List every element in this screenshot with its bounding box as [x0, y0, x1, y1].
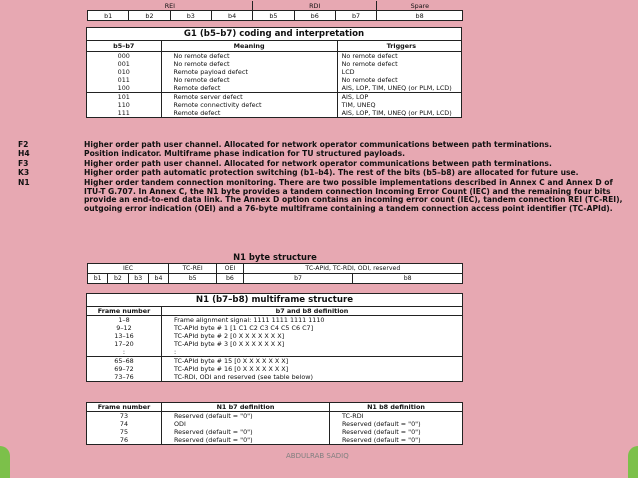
n1-b7-b8-definition-table — [86, 402, 463, 445]
meaning-cell: No remote defect — [161, 76, 337, 84]
bit-cell: b1 — [88, 274, 108, 284]
code-cell: 001 — [87, 60, 162, 68]
definition-key: K3 — [18, 168, 30, 178]
g1-table-title: G1 (b5–b7) coding and interpretation — [87, 28, 462, 41]
definition-cell: Frame alignment signal: 1111 1111 1111 1110 — [174, 316, 325, 324]
group-oei: OEI — [217, 264, 244, 274]
table-row — [87, 76, 462, 84]
watermark: ABDULRAB SADIQ — [286, 452, 349, 460]
definition-key: F2 — [18, 140, 29, 149]
frame-cell: 73 — [87, 412, 162, 421]
bit-cell: b7 — [243, 274, 353, 284]
corner-accent-right — [628, 446, 638, 478]
trigger-cell: TIM, UNEQ — [341, 101, 376, 109]
meaning-cell: Remote server defect — [161, 93, 337, 102]
trigger-cell: AIS, LOP, TIM, UNEQ (or PLM, LCD) — [341, 84, 452, 92]
b8-cell: Reserved (default = "0") — [342, 436, 421, 444]
b8-cell: Reserved (default = "0") — [342, 420, 421, 428]
frame-cell: 73–76 — [87, 373, 162, 382]
n1-multiframe-title: N1 (b7–b8) multiframe structure — [87, 294, 463, 307]
definition-cell: TC-APId byte # 1 [1 C1 C2 C3 C4 C5 C6 C7] — [174, 324, 314, 332]
bit-cell: b3 — [170, 11, 211, 21]
code-cell: 100 — [87, 84, 162, 93]
header-cell: N1 b8 definition — [330, 403, 463, 412]
n1-structure-title: N1 byte structure — [233, 252, 317, 262]
corner-accent-left — [0, 446, 10, 478]
definition-cell: TC-RDI, ODI and reserved (see table below) — [174, 373, 313, 381]
table-row — [87, 436, 463, 445]
bit-cell: b8 — [353, 274, 463, 284]
header-cell: Frame number — [87, 403, 162, 412]
bit-cell: b2 — [129, 11, 170, 21]
table-row — [87, 60, 462, 68]
g1-bit-header — [87, 1, 463, 21]
b8-cell: Reserved (default = "0") — [342, 428, 421, 436]
meaning-cell: Remote defect — [161, 109, 337, 118]
header-cell: Triggers — [337, 41, 461, 52]
code-cell: 000 — [87, 52, 162, 61]
header-cell: Frame number — [87, 307, 162, 316]
definition-cell: TC-APId byte # 15 [0 X X X X X X X] — [162, 357, 463, 366]
definition-cell: : — [174, 348, 177, 356]
bit-cell: b1 — [88, 11, 129, 21]
n1-bit-header — [87, 263, 463, 284]
bit-cell: b8 — [377, 11, 463, 21]
definition-cell: TC-APId byte # 16 [0 X X X X X X X] — [174, 365, 289, 373]
bit-cell: b5 — [253, 11, 294, 21]
table-row — [87, 357, 463, 366]
table-row — [87, 420, 463, 428]
table-row — [87, 324, 463, 332]
definition-key: N1 — [18, 177, 30, 187]
meaning-cell: No remote defect — [161, 52, 337, 61]
table-row — [87, 84, 462, 93]
frame-cell: 13–16 — [87, 332, 162, 340]
definition-text: Position indicator. Multiframe phase indication for TU structured payloads. — [84, 149, 406, 159]
group-rei: REI — [88, 1, 253, 11]
trigger-cell: No remote defect — [341, 52, 398, 60]
table-row — [87, 52, 462, 61]
frame-cell: 65–68 — [87, 357, 162, 366]
bit-cell: b6 — [217, 274, 244, 284]
definition-n1 — [14, 179, 626, 215]
frame-cell: 17–20 — [87, 340, 162, 348]
header-cell: b7 and b8 definition — [162, 307, 463, 316]
bit-cell: b6 — [294, 11, 335, 21]
table-row — [87, 373, 463, 382]
frame-cell: 75 — [87, 428, 162, 436]
bit-cell: b3 — [128, 274, 148, 284]
frame-cell: : — [87, 348, 162, 357]
definition-key: F3 — [18, 158, 29, 168]
b7-cell: Reserved (default = "0") — [162, 428, 330, 436]
table-row — [87, 332, 463, 340]
table-row — [87, 93, 462, 102]
definition-text: Higher order path user channel. Allocated for network operator communications between path terminations. — [84, 140, 552, 149]
definition-text: Higher order path user channel. Allocated for network operator communications between path terminations. — [84, 158, 552, 168]
group-tc-rei: TC-REI — [169, 264, 217, 274]
definition-k3 — [14, 169, 626, 178]
frame-cell: 69–72 — [87, 365, 162, 373]
table-row — [87, 365, 463, 373]
trigger-cell: LCD — [341, 68, 355, 76]
header-cell: N1 b7 definition — [162, 403, 330, 412]
trigger-cell: No remote defect — [341, 76, 398, 84]
table-row — [87, 109, 462, 118]
code-cell: 010 — [87, 68, 162, 76]
meaning-cell: Remote connectivity defect — [161, 101, 337, 109]
frame-cell: 74 — [87, 420, 162, 428]
definition-cell: TC-APId byte # 3 [0 X X X X X X X] — [174, 340, 285, 348]
group-spare: Spare — [377, 1, 463, 11]
bit-cell: b4 — [211, 11, 252, 21]
bit-cell: b4 — [148, 274, 168, 284]
frame-cell: 1–8 — [87, 316, 162, 325]
meaning-cell: No remote defect — [161, 60, 337, 68]
meaning-cell: Remote payload defect — [161, 68, 337, 76]
trigger-cell: No remote defect — [341, 60, 398, 68]
table-row — [87, 412, 463, 421]
trigger-cell: AIS, LOP — [337, 93, 461, 102]
group-iec: IEC — [88, 264, 169, 274]
header-cell: b5–b7 — [87, 41, 162, 52]
overhead-definitions — [14, 141, 626, 215]
group-rdi: RDI — [253, 1, 377, 11]
definition-text: Higher order tandem connection monitoring. There are two possible implementations described in Annex C and Annex D of ITU-T G.707. In Annex C, the N1 byte provides a tandem connection Incoming Error Count (IEC) and the remaining four bits provide an end-to-end data link. The Annex D option contains an incoming error count (IEC), tandem connection REI (TC-REI), outgoing error indication (OEI) and a 76-byte multiframe containing a tandem connection access point identifier (TC-APId). — [84, 177, 623, 214]
table-row — [87, 428, 463, 436]
bit-cell: b7 — [335, 11, 376, 21]
table-row — [87, 68, 462, 76]
trigger-cell: AIS, LOP, TIM, UNEQ (or PLM, LCD) — [341, 109, 452, 117]
definition-text: Higher order path automatic protection switching (b1–b4). The rest of the bits (b5–b8) are allocated for future use. — [84, 168, 579, 178]
n1-multiframe-table — [86, 293, 463, 382]
table-row — [87, 101, 462, 109]
definition-cell: TC-APId byte # 2 [0 X X X X X X X] — [174, 332, 285, 340]
table-row — [87, 348, 463, 357]
b8-cell: TC-RDI — [342, 412, 364, 420]
b7-cell: Reserved (default = "0") — [162, 412, 330, 421]
b7-cell: ODI — [162, 420, 330, 428]
definition-key: H4 — [18, 149, 30, 159]
table-row — [87, 316, 463, 325]
table-row — [87, 340, 463, 348]
code-cell: 110 — [87, 101, 162, 109]
code-cell: 011 — [87, 76, 162, 84]
g1-coding-table — [86, 27, 462, 118]
definition-h4 — [14, 150, 626, 159]
header-cell: Meaning — [161, 41, 337, 52]
bit-cell: b2 — [108, 274, 128, 284]
bit-cell: b5 — [169, 274, 217, 284]
code-cell: 111 — [87, 109, 162, 118]
code-cell: 101 — [87, 93, 162, 102]
meaning-cell: Remote defect — [161, 84, 337, 93]
group-tc-apid: TC-APId, TC-RDI, ODI, reserved — [243, 264, 462, 274]
frame-cell: 9–12 — [87, 324, 162, 332]
frame-cell: 76 — [87, 436, 162, 445]
b7-cell: Reserved (default = "0") — [162, 436, 330, 445]
